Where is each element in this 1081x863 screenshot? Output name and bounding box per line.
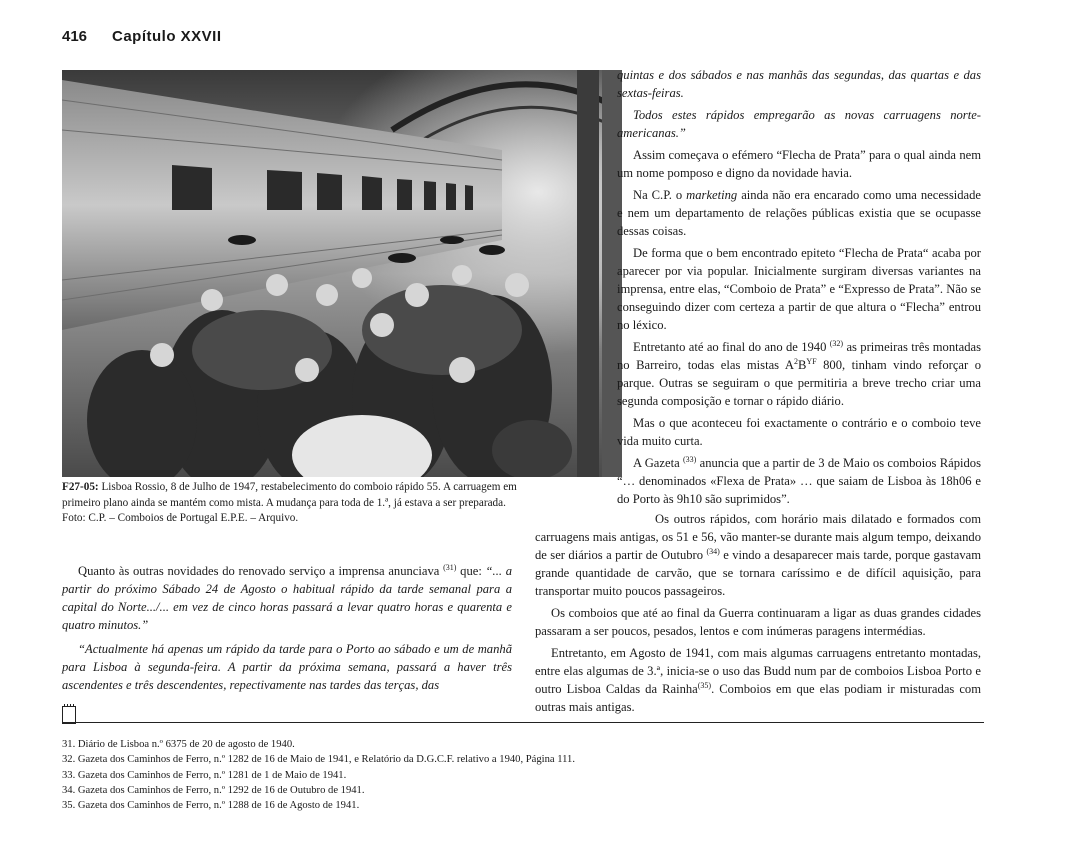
- footnote: 34. Gazeta dos Caminhos de Ferro, n.º 1292 de 16 de Outubro de 1941.: [62, 784, 365, 796]
- footnote: 32. Gazeta dos Caminhos de Ferro, n.º 1282 de 16 de Maio de 1941, e Relatório da D.G.C.F. relativo a 1940, Página 111.: [62, 754, 575, 766]
- paragraph: [535, 510, 981, 600]
- paragraph-text: A Gazeta: [633, 456, 680, 470]
- footnote-ref: (33): [682, 454, 697, 464]
- footnote: 35. Gazeta dos Caminhos de Ferro, n.º 1288 de 16 de Agosto de 1941.: [62, 800, 360, 812]
- footnotes: [62, 737, 962, 813]
- page-number: 416: [62, 28, 88, 45]
- paragraph-text: 800, tinham vindo reforçar o parque. Outras se seguiram o que permitiria a breve trecho criar uma segunda composição e tornar o rápido diário.: [617, 358, 981, 408]
- footnote-ref: (31): [443, 562, 457, 572]
- quote-text: “... a partir do próximo Sábado 24 de Agosto o habitual rápido da tarde semanal para a capital do Norte.../... em vez de cinco horas passará a levar quatro horas e quarenta e quatro minutos.”: [62, 564, 512, 632]
- paragraph: Os comboios que até ao final da Guerra continuaram a ligar as duas grandes cidades passaram a ser poucos, pesados, lentos e com inúmeras paragens intermédias.: [535, 606, 981, 638]
- paragraph: [617, 338, 981, 410]
- paragraph: [617, 454, 981, 508]
- paragraph: [535, 644, 981, 716]
- emphasis-text: marketing: [686, 188, 738, 202]
- paragraph-text: ainda não era encarado como uma necessidade e nem um departamento de relações públicas existia que se ocupasse dessas coisas.: [617, 188, 981, 238]
- footnote-ref: (34): [706, 546, 720, 556]
- page-header: [62, 28, 982, 50]
- superscript: 2: [793, 356, 798, 366]
- paragraph-text: que:: [456, 564, 482, 578]
- paragraph-text: anuncia que a partir de 3 de Maio os comboios Rápidos “… denominados «Flexa de Prata» … que saiam de Lisboa às 18h06 e do Porto às 9h10 são suprimidos”.: [617, 456, 981, 506]
- footnote-ref: (35): [697, 680, 712, 690]
- caption-line-1: Lisboa Rossio, 8 de Julho de 1947, restabelecimento do comboio rápido 55. A carruagem em: [98, 481, 517, 493]
- footnote: 31. Diário de Lisboa n.º 6375 de 20 de agosto de 1940.: [62, 739, 295, 750]
- paragraph-text: B: [797, 358, 807, 372]
- quote-paragraph: quintas e dos sábados e nas manhãs das segundas, das quartas e das sextas-feiras.: [617, 68, 981, 100]
- paragraph-text: as primeiras três montadas no Barreiro, todas elas mistas A: [617, 340, 981, 372]
- paragraph-text: e vindo a desaparecer mais tarde, porque gastavam grande quantidade de carvão, que se tornara caríssimo e de difícil aquisição, para transportar muito poucos passageiros.: [535, 548, 982, 598]
- paragraph: Mas o que aconteceu foi exactamente o contrário e o comboio teve vida muito curta.: [617, 416, 981, 448]
- superscript: YF: [806, 356, 817, 366]
- caption-credit: Foto: C.P. – Comboios de Portugal E.P.E. – Arquivo.: [62, 512, 299, 525]
- paragraph-text: Entretanto, em Agosto de 1941, com mais algumas carruagens entretanto montadas, entre elas algumas de 3.ª, inicia-se o uso das Budd num par de comboios Lisboa Porto e outro Lisboa Caldas da Rainha: [535, 646, 981, 696]
- paragraph-text: . Comboios em que elas podiam ir misturadas com outras mais antigas.: [535, 682, 982, 714]
- paragraph-text: Os outros rápidos, com horário mais dilatado e formados com carruagens mais antigas, os 51 e 56, vão manter-se durante mais algum tempo, deixando de ser diários a partir de Outubro: [535, 512, 981, 562]
- footnote: 33. Gazeta dos Caminhos de Ferro, n.º 1281 de 1 de Maio de 1941.: [62, 769, 347, 781]
- paragraph-text: Entretanto até ao final do ano de 1940: [633, 340, 827, 354]
- left-column: [62, 562, 512, 694]
- train-station-photo: [62, 70, 622, 477]
- chapter-title: Capítulo XXVII: [112, 28, 222, 45]
- photo-illustration: [62, 70, 622, 477]
- paragraph-text: Na C.P. o: [633, 188, 687, 202]
- quote-paragraph: Todos estes rápidos empregarão as novas carruagens norte-americanas.”: [617, 108, 981, 140]
- paragraph: [617, 186, 981, 240]
- paragraph: Assim começava o efémero “Flecha de Prata” para o qual ainda nem um nome pomposo e digno da novidade havia.: [617, 148, 981, 180]
- caption-line-2: primeiro plano ainda se mantém como mista. A mudança para toda de 1.ª, já estava a ser preparada.: [62, 496, 506, 509]
- footnote-ref: (32): [829, 338, 844, 348]
- paragraph: De forma que o bem encontrado epiteto “Flecha de Prata“ acaba por aparecer por via popular. Inicialmente surgiram diversas variantes na imprensa, entre elas, “Comboio de Prata” e “Expresso de Prata”. Não se conseguindo dizer com certeza a partir de que altura o “Flecha” entrou no léxico.: [617, 246, 981, 332]
- paragraph-text: Quanto às outras novidades do renovado serviço a imprensa anunciava: [78, 564, 440, 578]
- caption-label: F27-05:: [62, 481, 99, 493]
- lower-right-column: [535, 510, 981, 716]
- right-column: [617, 66, 981, 508]
- paragraph: [62, 562, 512, 634]
- quote-paragraph: “Actualmente há apenas um rápido da tarde para o Porto ao sábado e um de manhã para Lisboa à segunda-feira. A partir da próxima semana, passará a haver três ascendentes e três descendentes, repectivamente nas tardes das terças, das: [62, 642, 512, 692]
- photo-caption: [62, 480, 524, 527]
- footnote-divider: [62, 722, 984, 723]
